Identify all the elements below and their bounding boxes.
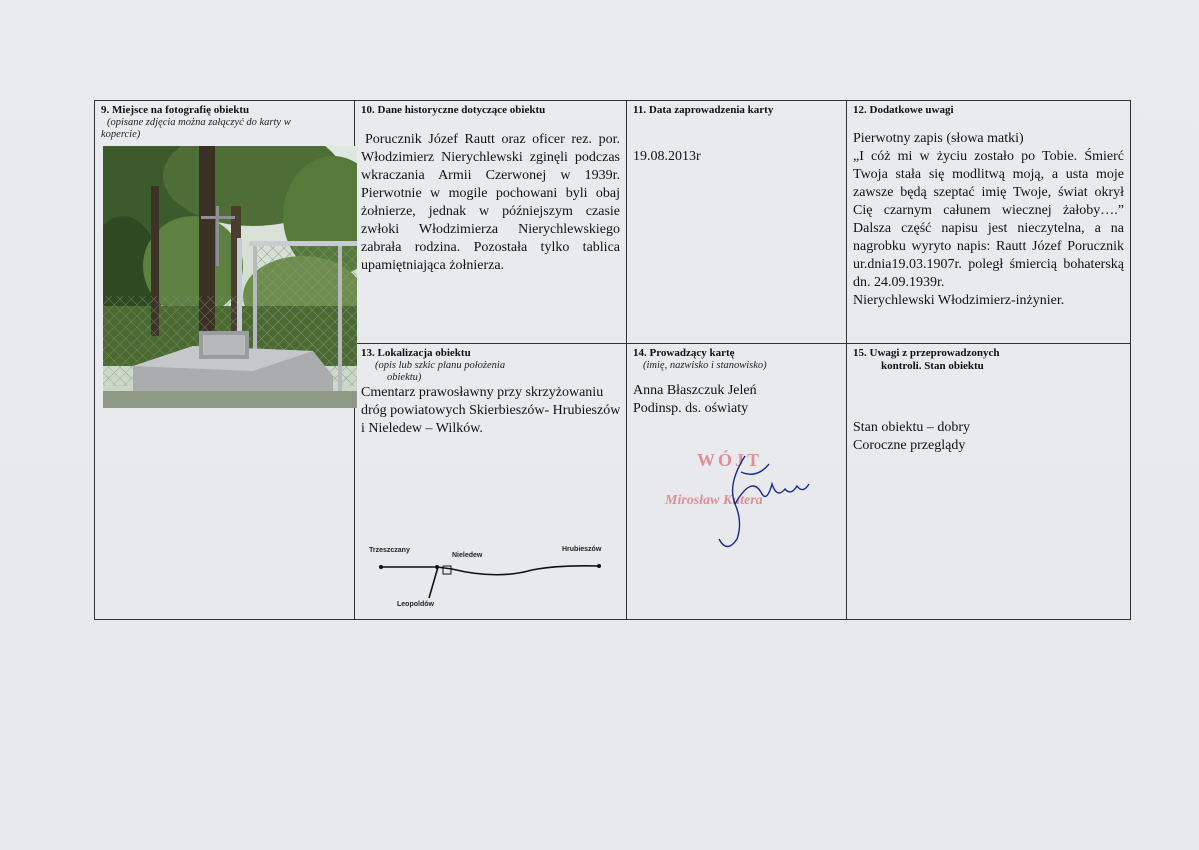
cell-15-inspections: [847, 344, 1130, 620]
cell-12-notes: [847, 101, 1130, 344]
official-stamp-and-signature: [657, 444, 857, 554]
cell-13-location: [355, 344, 627, 620]
map-point-end: [597, 564, 601, 568]
stamp-line-1: WÓJT: [697, 450, 763, 470]
map-label-leopoldow: Leopoldów: [397, 601, 434, 608]
cell-10-text: Porucznik Józef Rautt oraz oficer rez. por. Włodzimierz Nierychlewski zginęli podczas wkraczania Armii Czerwonej w 1939r. Pierwotnie w mogile pochowani byli obaj żołnierze, jednak w późniejszym czasie zwłoki Włodzimierza Nierychlewskiego zabrała rodzina. Pozostała tylko tablica upamiętniająca żołnierza.: [361, 132, 620, 273]
cell-15-title-1: 15. Uwagi z przeprowadzonych: [853, 347, 1000, 359]
cell-10-history: [355, 101, 627, 344]
cell-13-title: 13. Lokalizacja obiektu: [361, 347, 471, 359]
cell-13-subtitle-2: obiektu): [387, 372, 422, 383]
cell-9-subtitle-2: kopercie): [101, 129, 141, 140]
cell-11-date-value: 19.08.2013r: [633, 149, 701, 164]
location-sketch-map: [357, 540, 617, 620]
map-label-nieledew: Nieledew: [452, 552, 483, 559]
cell-11-title: 11. Data zaprowadzenia karty: [633, 104, 774, 116]
cell-10-title: 10. Dane historyczne dotyczące obiektu: [361, 104, 546, 116]
cell-12-title: 12. Dodatkowe uwagi: [853, 104, 954, 116]
map-road-main: [381, 566, 599, 575]
cell-14-author: [627, 344, 847, 620]
cell-12-text-3: Nierychlewski Włodzimierz-inżynier.: [853, 293, 1065, 308]
cell-12-text-1: Pierwotny zapis (słowa matki): [853, 131, 1024, 146]
grave-site-photo: [103, 146, 357, 408]
stamp-line-2: Mirosław Kutera: [665, 493, 763, 508]
cell-9-subtitle-1: (opisane zdjęcia można załączyć do karty w: [107, 117, 291, 128]
cell-13-subtitle-1: (opis lub szkic planu położenia: [375, 360, 506, 371]
cell-12-text-2: „I cóż mi w życiu zostało po Tobie. Śmierć Twoja stała się modlitwą moją, a usta moje zawsze będą szeptać imię Twoje, świat okrył Cię czarnym całunem wiecznej żałoby….” Dalsza część napisu jest nieczytelna, a na nagrobku wyryto napis: Rautt Józef Porucznik ur.dnia19.03.1907r. poległ śmiercią bohaterską dn. 24.09.1939r.: [853, 149, 1124, 290]
map-label-hrubieszow: Hrubieszów: [562, 546, 602, 553]
cell-15-title-2: kontroli. Stan obiektu: [881, 360, 984, 372]
map-label-trzeszczany: Trzeszczany: [369, 547, 410, 554]
author-name: Anna Błaszczuk Jeleń: [633, 383, 757, 398]
cell-14-subtitle: (imię, nazwisko i stanowisko): [643, 360, 767, 371]
cell-13-text: Cmentarz prawosławny przy skrzyżowaniu dróg powiatowych Skierbieszów- Hrubieszów i Nieledew – Wilków.: [361, 385, 621, 436]
cell-9-title: 9. Miejsce na fotografię obiektu: [101, 104, 250, 116]
cell-14-title: 14. Prowadzący kartę: [633, 347, 735, 359]
map-road-side: [429, 567, 438, 598]
cell-15-condition: Stan obiektu – dobry: [853, 420, 971, 435]
cell-11-date: [627, 101, 847, 344]
cell-15-reviews: Coroczne przeglądy: [853, 438, 966, 453]
author-position: Podinsp. ds. oświaty: [633, 401, 749, 416]
map-point-junction: [435, 565, 439, 569]
map-point-start: [379, 565, 383, 569]
